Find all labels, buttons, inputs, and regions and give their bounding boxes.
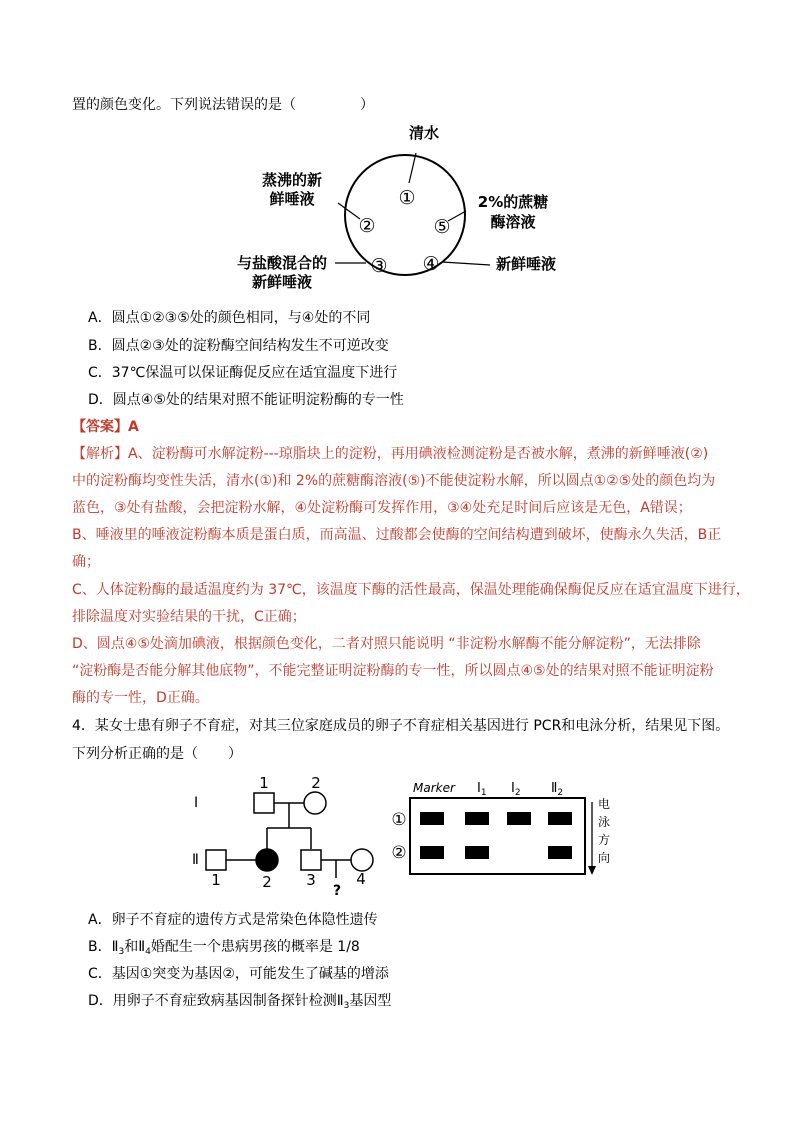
q3-analysis-line-7: 排除温度对实验结果的干扰，C正确； [72, 609, 306, 625]
label-sucrase-a: 2%的蔗糖 [477, 193, 549, 211]
pedigree-II4-number: 4 [356, 870, 366, 888]
q4-stem-close: ） [228, 746, 242, 762]
lane-I2-label: $Ⅰ_2$ [511, 781, 521, 798]
direction-char-4: 向 [597, 851, 611, 865]
label-acid-saliva-a: 与盐酸混合的 [236, 254, 328, 272]
band-I1-2 [465, 846, 489, 859]
q4-option-c: C．基因①突变为基因②，可能发生了碱基的增添 [88, 966, 389, 982]
q3-analysis-line-1: 【解析】A、淀粉酶可水解淀粉---琼脂块上的淀粉，再用碘液检测淀粉是否被水解，煮沸的新鲜唾液(②) [72, 446, 709, 462]
leader-top [409, 153, 416, 183]
band-row-2-label: ② [391, 843, 407, 863]
q3-analysis-line-8: D、圆点④⑤处滴加碘液，根据颜色变化，二者对照只能说明 “非淀粉水解酶不能分解淀粉”，无法排除 [72, 636, 701, 652]
pedigree-II3-number: 3 [306, 871, 316, 889]
band-I2-1 [507, 812, 531, 825]
band-II2-2 [548, 846, 572, 859]
q3-option-c: C．37℃保温可以保证酶促反应在适宜温度下进行 [88, 365, 398, 381]
lane-marker-label: Marker [413, 781, 455, 795]
pedigree-chart [180, 768, 380, 898]
spot-3: ③ [370, 255, 388, 277]
band-marker-1 [420, 812, 444, 825]
q3-option-d: D．圆点④⑤处的结果对照不能证明淀粉酶的专一性 [88, 392, 404, 408]
q3-analysis-line-10: 酶的专一性，D正确。 [72, 690, 209, 706]
generation-1-label: Ⅰ [194, 795, 199, 811]
spot-2: ② [358, 215, 376, 237]
pedigree-I2-number: 2 [311, 774, 321, 792]
q3-analysis-line-9: “淀粉酶是否能分解其他底物”，不能完整证明淀粉酶的专一性，所以圆点④⑤处的结果对照不能证明淀粉 [72, 663, 714, 679]
spot-1: ① [398, 187, 416, 209]
pedigree-II3-male [301, 850, 321, 870]
direction-char-2: 泳 [597, 815, 611, 829]
band-marker-2 [420, 846, 444, 859]
pedigree-II2-affected-female [256, 849, 278, 871]
q3-stem-close: ） [360, 97, 374, 113]
pedigree-II1-male [206, 850, 226, 870]
q4-option-b: B．$Ⅱ_3$和$Ⅱ_4$婚配生一个患病男孩的概率是 1/8 [88, 939, 360, 957]
band-I1-1 [465, 812, 489, 825]
pedigree-II4-female [351, 849, 373, 871]
q4-option-a: A．卵子不育症的遗传方式是常染色体隐性遗传 [88, 912, 378, 928]
generation-2-label: Ⅱ [192, 852, 199, 868]
q3-analysis-line-3: 蓝色，③处有盐酸，会把淀粉水解，④处淀粉酶可发挥作用，③④处充足时间后应该是无色，A错误； [72, 500, 692, 516]
pedigree-II1-number: 1 [211, 871, 221, 889]
lane-I1-label: $Ⅰ_1$ [477, 781, 487, 798]
q3-analysis-line-6: C、人体淀粉酶的最适温度约为 37℃，该温度下酶的活性最高，保温处理能确保酶促反应在适宜温度下进行， [72, 582, 750, 598]
label-boiled-saliva-a: 蒸沸的新 [261, 171, 323, 189]
electrophoresis-gel [385, 778, 615, 878]
leader-right2 [442, 262, 490, 265]
label-boiled-saliva-b: 鲜唾液 [269, 190, 315, 208]
leader-right1 [448, 211, 466, 221]
q3-stem-text: 置的颜色变化。下列说法错误的是（ [72, 97, 296, 113]
label-fresh-saliva: 新鲜唾液 [495, 255, 557, 273]
band-II2-1 [548, 812, 572, 825]
spot-4: ④ [422, 253, 440, 275]
q4-stem-line-2 [72, 743, 242, 763]
q4-stem-text: 下列分析正确的是（ [72, 746, 198, 762]
pedigree-I1-male [254, 793, 274, 813]
q4-stem-line-1: 4．某女士患有卵子不育症，对其三位家庭成员的卵子不育症相关基因进行 PCR和电泳分析，结果见下图。 [72, 718, 730, 734]
pedigree-II2-number: 2 [262, 873, 272, 891]
band-row-1-label: ① [391, 810, 407, 830]
q3-analysis-line-2: 中的淀粉酶均变性失活，清水(①)和 2%的蔗糖酶溶液(⑤)不能使淀粉水解，所以圆点①②⑤处的颜色均为 [72, 473, 716, 489]
lane-II2-label: $Ⅱ_2$ [551, 781, 564, 798]
direction-char-1: 电 [597, 797, 611, 811]
q3-analysis-line-5: 确； [72, 554, 100, 570]
q3-answer: 【答案】A [72, 419, 139, 435]
q3-option-a: A．圆点①②③⑤处的颜色相同，与④处的不同 [88, 310, 371, 326]
pedigree-I2-female [304, 792, 326, 814]
pedigree-unknown-offspring: ? [332, 883, 342, 898]
label-water: 清水 [408, 124, 440, 142]
q3-option-b: B．圆点②③处的淀粉酶空间结构发生不可逆改变 [88, 338, 389, 354]
leader-left1 [338, 203, 360, 219]
label-sucrase-b: 酶溶液 [490, 213, 536, 231]
pedigree-I1-number: 1 [259, 774, 269, 792]
q4-option-d: D．用卵子不育症致病基因制备探针检测$Ⅱ_3$基因型 [88, 993, 392, 1011]
direction-arrow-head [588, 866, 596, 875]
q3-analysis-line-4: B、唾液里的唾液淀粉酶本质是蛋白质，而高温、过酸都会使酶的空间结构遭到破坏，使酶永久失活，B正 [72, 527, 722, 543]
gel-frame [410, 798, 585, 874]
label-acid-saliva-b: 新鲜唾液 [251, 273, 313, 291]
spot-5: ⑤ [433, 216, 451, 238]
direction-char-3: 方 [597, 833, 611, 847]
q3-stem [72, 94, 374, 114]
q3-figure [220, 115, 580, 305]
